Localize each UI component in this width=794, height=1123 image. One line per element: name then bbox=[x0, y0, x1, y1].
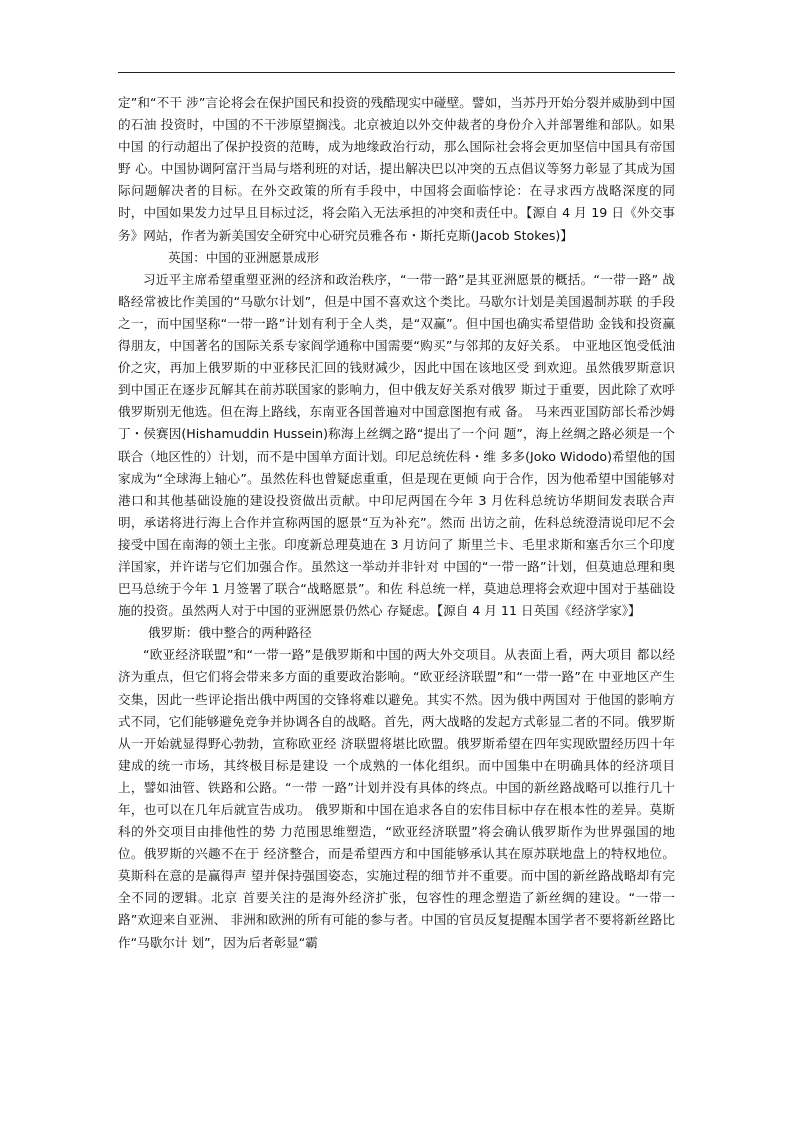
paragraph-us-view: 定”和“不干 涉”言论将会在保护国民和投资的残酷现实中碰壁。譬如，当苏丹开始分裂并威胁到中国的石油 投资时，中国的不干涉原望搁浅。北京被迫以外交仲裁者的身份介入并部署维和部队。如果中国 的行动超出了保护投资的范畴，成为地缘政治行动，那么国际社会将会更加坚信中国具有帝国野 心。中国协调阿富汗当局与塔利班的对话，提出解决巴以冲突的五点倡议等努力彰显了其成为国 际问题解决者的目标。在外交政策的所有手段中，中国将会面临悖论：在寻求西方战略深度的同 时，中国如果发力过早且目标过泛，将会陷入无法承担的冲突和责任中。【源自 4 月 19 日《外交事务》网站，作者为新美国安全研究中心研究员雅各布・斯托克斯(Jacob Stokes)】 bbox=[118, 95, 675, 243]
document-body bbox=[118, 92, 675, 954]
section-heading-uk: 英国：中国的亚洲愿景成形 bbox=[168, 249, 320, 265]
paragraph-uk-view: 习近平主席希望重塑亚洲的经济和政治秩序，“一带一路”是其亚洲愿景的概括。“一带一路” 战略经常被比作美国的“马歇尔计划”，但是中国不喜欢这个类比。马歇尔计划是美国遏制苏联 的手段之一，而中国坚称“一带一路”计划有利于全人类，是“双赢”。但中国也确实希望借助 金钱和投资赢得朋友，中国著名的国际关系专家阎学通称中国需要“购买”与邻邦的友好关系。 中亚地区饱受低油价之灾，再加上俄罗斯的中亚移民汇回的钱财减少，因此中国在该地区受 到欢迎。虽然俄罗斯意识到中国正在逐步瓦解其在前苏联国家的影响力，但中俄友好关系对俄罗 斯过于重要，因此除了欢呼俄罗斯别无他选。但在海上路线，东南亚各国普遍对中国意图抱有戒 备。 马来西亚国防部长希沙姆丁・侯赛因(Hishamuddin Hussein)称海上丝绸之路“提出了一个问 题”，海上丝绸之路必须是一个联合（地区性的）计划，而不是中国单方面计划。印尼总统佐科・维 多多(Joko Widodo)希望他的国家成为“全球海上轴心”。虽然佐科也曾疑虑重重，但是现在更倾 向于合作，因为他希望中国能够对港口和其他基础设施的建设投资做出贡献。中印尼两国在今年 3 月佐科总统访华期间发表联合声明，承诺将进行海上合作并宣称两国的愿景“互为补充”。然而 出访之前，佐科总统澄清说印尼不会接受中国在南海的领土主张。印度新总理莫迪在 3 月访问了 斯里兰卡、毛里求斯和塞舌尔三个印度洋国家，并许诺与它们加强合作。虽然这一举动并非针对 中国的“一带一路”计划，但莫迪总理和奥巴马总统于今年 1 月签署了联合“战略愿景”。和佐 科总统一样，莫迪总理将会欢迎中国对于基础设施的投资。虽然两人对于中国的亚洲愿景仍然心 存疑虑。【源自 4 月 11 日英国《经济学家》】 bbox=[118, 271, 675, 619]
paragraph-russia-view: “欧亚经济联盟”和“一带一路”是俄罗斯和中国的两大外交项目。从表面上看，两大项目 都以经济为重点，但它们将会带来多方面的重要政治影响。“欧亚经济联盟”和“一带一路”在 中亚地区产生交集，因此一些评论指出俄中两国的交锋将难以避免。其实不然。因为俄中两国对 于他国的影响方式不同，它们能够避免竞争并协调各自的战略。首先，两大战略的发起方式彰显二者的不同。俄罗斯从一开始就显得野心勃勃，宣称欧亚经 济联盟将堪比欧盟。俄罗斯希望在四年实现欧盟经历四十年建成的统一市场，其终极目标是建设 一个成熟的一体化组织。而中国集中在明确具体的经济项目上，譬如油管、铁路和公路。“一带 一路”计划并没有具体的终点。中国的新丝路战略可以推行几十年，也可以在几年后就宣告成功。 俄罗斯和中国在追求各自的宏伟目标中存在根本性的差异。莫斯科的外交项目由排他性的势 力范围思维塑造，“欧亚经济联盟”将会确认俄罗斯作为世界强国的地位。俄罗斯的兴趣不在于 经济整合，而是希望西方和中国能够承认其在原苏联地盘上的特权地位。莫斯科在意的是赢得声 望并保持强国姿态，实施过程的细节并不重要。而中国的新丝路战略却有完全不同的逻辑。北京 首要关注的是海外经济扩张，包容性的理念塑造了新丝绸的建设。“一带一路”欢迎来自亚洲、 非洲和欧洲的所有可能的参与者。中国的官员反复提醒本国学者不要将新丝路比作“马歇尔计 划”，因为后者彰显“霸 bbox=[118, 647, 675, 950]
header-rule bbox=[118, 72, 675, 73]
section-heading-russia: 俄罗斯：俄中整合的两种路径 bbox=[148, 625, 312, 641]
